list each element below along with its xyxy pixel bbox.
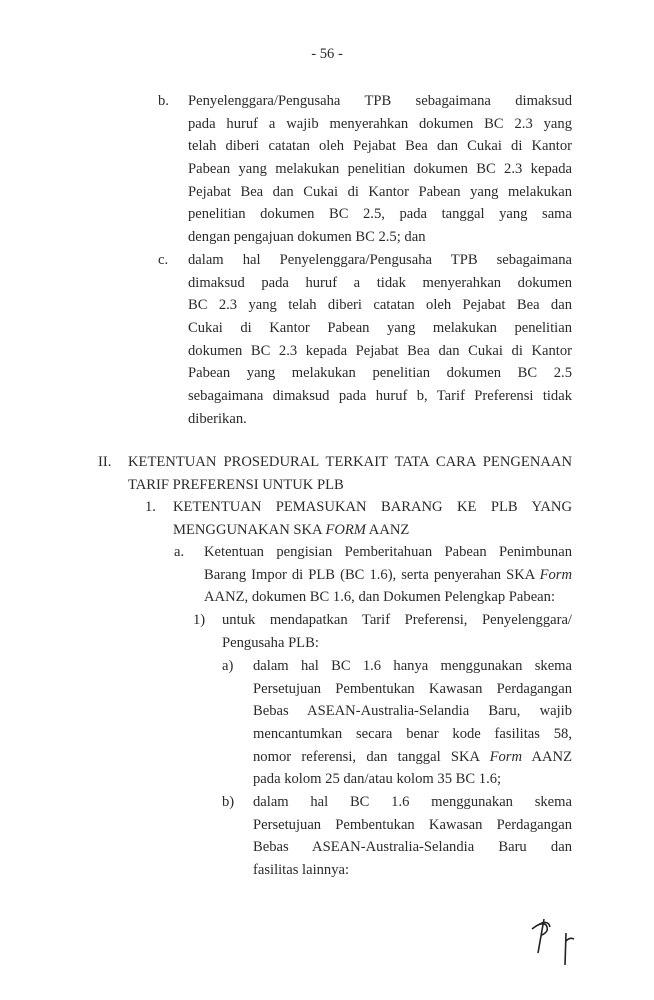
text-segment: nomor referensi, dan tanggal SKA bbox=[253, 748, 490, 765]
signature-initials bbox=[530, 915, 590, 975]
text-line: penelitian dokumen BC 2.5, pada tanggal yang sama bbox=[188, 206, 572, 223]
text-line: KETENTUAN PROSEDURAL TERKAIT TATA CARA PENGENAAN bbox=[128, 454, 572, 470]
text-line: Persetujuan Pembentukan Kawasan Perdagangan bbox=[253, 680, 572, 697]
text-line: AANZ, dokumen BC 1.6, dan Dokumen Pelengkap Pabean: bbox=[204, 589, 556, 606]
text-line bbox=[204, 564, 572, 587]
item-label: II. bbox=[98, 454, 112, 470]
text-line: dokumen BC 2.3 kepada Pejabat Bea dan Cukai di Kantor bbox=[188, 342, 572, 359]
item-label: b) bbox=[222, 794, 235, 810]
item-label: b. bbox=[158, 93, 169, 109]
text-segment: AANZ bbox=[365, 521, 410, 538]
text-line: Ketentuan pengisian Pemberitahuan Pabean Penimbunan bbox=[204, 544, 572, 560]
text-line: pada kolom 25 dan/atau kolom 35 BC 1.6; bbox=[253, 771, 502, 788]
text-line: dengan pengajuan dokumen BC 2.5; dan bbox=[188, 229, 426, 246]
text-line: dalam hal Penyelenggara/Pengusaha TPB sebagaimana bbox=[188, 252, 572, 268]
text-segment: Barang Impor di PLB (BC 1.6), serta penyerahan SKA bbox=[204, 566, 540, 583]
item-label: c. bbox=[158, 252, 169, 268]
text-line: dalam hal BC 1.6 hanya menggunakan skema bbox=[253, 658, 572, 674]
text-line: Cukai di Kantor Pabean yang melakukan penelitian bbox=[188, 320, 572, 337]
text-line: KETENTUAN PEMASUKAN BARANG KE PLB YANG bbox=[173, 499, 572, 515]
text-line: fasilitas lainnya: bbox=[253, 862, 350, 879]
text-line: dalam hal BC 1.6 menggunakan skema bbox=[253, 794, 572, 810]
text-line: dimaksud pada huruf a tidak menyerahkan dokumen bbox=[188, 274, 572, 291]
text-line: BC 2.3 yang telah diberi catatan oleh Pejabat Bea dan bbox=[188, 297, 572, 314]
text-line bbox=[173, 519, 572, 542]
text-line: Persetujuan Pembentukan Kawasan Perdagangan bbox=[253, 816, 572, 833]
italic-term: Form bbox=[489, 748, 522, 765]
italic-term: FORM bbox=[325, 521, 366, 538]
text-line: telah diberi catatan oleh Pejabat Bea dan Cukai di Kantor bbox=[188, 138, 572, 155]
italic-term: Form bbox=[539, 566, 572, 583]
text-line: Bebas ASEAN-Australia-Selandia Baru, wajib bbox=[253, 703, 572, 720]
text-line: sebagaimana dimaksud pada huruf b, Tarif Preferensi tidak bbox=[188, 388, 572, 405]
text-line: Penyelenggara/Pengusaha TPB sebagaimana dimaksud bbox=[188, 93, 572, 109]
text-line: Bebas ASEAN-Australia-Selandia Baru dan bbox=[253, 839, 572, 856]
text-line: Pabean yang melakukan penelitian dokumen BC 2.5 bbox=[188, 365, 572, 382]
text-line: mencantumkan secara benar kode fasilitas 58, bbox=[253, 726, 572, 743]
text-line: pada huruf a wajib menyerahkan dokumen BC 2.3 yang bbox=[188, 115, 572, 132]
item-label: a. bbox=[174, 544, 185, 560]
text-line: Pejabat Bea dan Cukai di Kantor Pabean yang melakukan bbox=[188, 183, 572, 200]
item-label: a) bbox=[222, 658, 234, 674]
text-line: diberikan. bbox=[188, 410, 247, 427]
page-number: - 56 - bbox=[311, 46, 343, 62]
text-line: untuk mendapatkan Tarif Preferensi, Penyelenggara/ bbox=[222, 612, 572, 628]
item-label: 1. bbox=[145, 499, 156, 515]
text-line bbox=[253, 746, 572, 769]
text-line: Pengusaha PLB: bbox=[222, 634, 319, 651]
text-segment: AANZ bbox=[522, 748, 572, 765]
text-line: Pabean yang melakukan penelitian dokumen BC 2.3 kepada bbox=[188, 161, 572, 178]
item-label: 1) bbox=[193, 612, 206, 628]
text-line: TARIF PREFERENSI UNTUK PLB bbox=[128, 476, 344, 493]
text-segment: MENGGUNAKAN SKA bbox=[173, 521, 326, 538]
